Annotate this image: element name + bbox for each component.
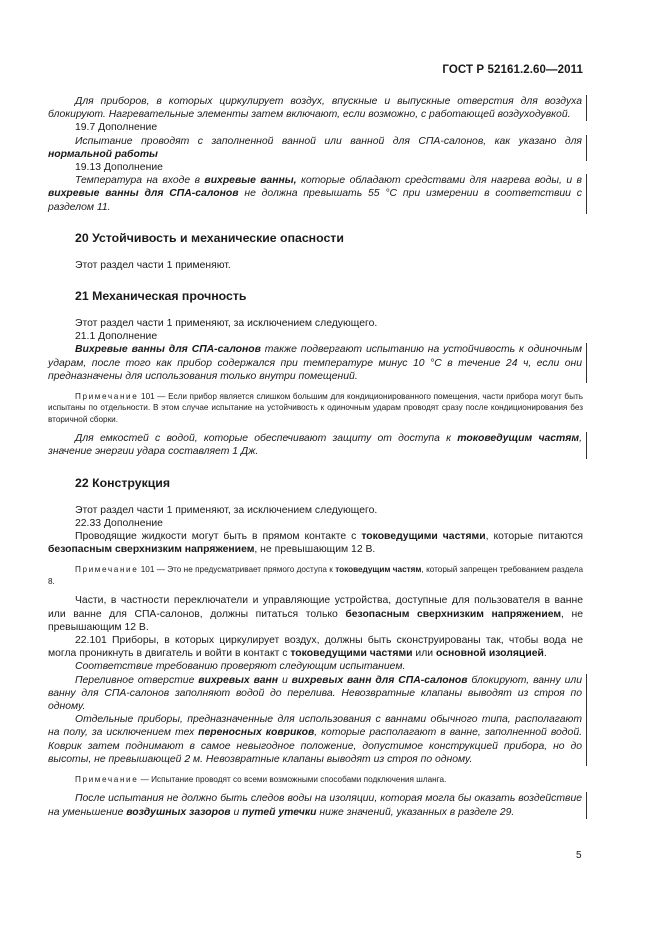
section-heading: 21 Механическая прочность [75,289,247,304]
paragraph: Этот раздел части 1 применяют, за исключением следующего. [75,318,378,330]
paragraph-label: 19.13 Дополнение [75,162,163,174]
paragraph: Части, в частности переключатели и управляющие устройства, доступные для пользователя в ванне или ванне для СПА-салонов, должны питаться только безопасным сверхнизким напряжением, не превышающим 12 В. [48,595,583,633]
paragraph: Температура на входе в вихревые ванны, которые обладают средствами для нагрева воды, и в вихревые ванны для СПА-салонов не должна превышать 55 °С при измерении в соответствии с разделом 11. [48,174,587,214]
paragraph: Соответствие требованию проверяют следующим испытанием. [75,661,406,673]
paragraph: Для приборов, в которых циркулирует воздух, впускные и выпускные отверстия для воздуха блокируют. Нагревательные элементы затем включают, если возможно, с работающей воздуходувкой. [48,95,587,121]
paragraph: Испытание проводят с заполненной ванной или ванной для СПА-салонов, как указано для нормальной работы [48,135,587,161]
document-header: ГОСТ Р 52161.2.60—2011 [442,64,583,76]
page-number: 5 [576,850,582,861]
paragraph: Проводящие жидкости могут быть в прямом контакте с токоведущими частями, которые питаются безопасным сверхнизким напряжением, не превышающим 12 В. [48,531,584,556]
section-heading: 20 Устойчивость и механические опасности [75,230,344,245]
paragraph: Этот раздел части 1 применяют. [75,259,231,271]
paragraph-label: 22.33 Дополнение [75,517,163,529]
section-heading: 22 Конструкция [75,475,171,490]
paragraph: Вихревые ванны для СПА-салонов также подвергают испытанию на устойчивость к одиночным ударам, после того как прибор содержался при температуре минус 10 °С в течение 24 ч, если они предназначены для использования только внутри помещений. [48,343,587,383]
note: Примечание 101 — Это не предусматривает прямого доступа к токоведущим частям, который запрещен требованием раздела 8. [48,565,584,586]
paragraph: 22.101 Приборы, в которых циркулирует воздух, должны быть сконструированы так, чтобы вода не могла проникнуть в двигатель и войти в контакт с токоведущими частями или основной изоляцией. [48,634,583,660]
note: Примечание — Испытание проводят со всеми возможными способами подключения шланга. [75,774,447,784]
paragraph: Для емкостей с водой, которые обеспечивают защиту от доступа к токоведущим частям, значение энергии удара составляет 1 Дж. [48,432,587,458]
document-body [48,95,583,819]
paragraph: Этот раздел части 1 применяют, за исключением следующего. [75,504,378,516]
paragraph-label: 21.1 Дополнение [75,331,158,343]
paragraph-label: 19.7 Дополнение [75,122,158,134]
paragraph: Отдельные приборы, предназначенные для использования с ваннами обычного типа, располагают на полу, за исключением тех переносных ковриков, которые располагают в ванне, заполненной водой. Коврик затем поднимают в самое невыгодное положение, допустимое конструкцией прибора, но до высоты, не превышающей 2 м. Невозвратные клапаны выводят из строя по одному. [48,713,587,766]
note: Примечание 101 — Если прибор является слишком большим для кондиционированного помещения, части прибора могут быть испытаны по отдельности. В этом случае испытание на устойчивость к одиночным ударам проводят сразу после кондиционирования без вторичной сборки. [48,392,583,424]
paragraph: Переливное отверстие вихревых ванн и вихревых ванн для СПА-салонов блокируют, ванну или ванну для СПА-салонов заполняют водой до перелива. Невозвратные клапаны выводят из строя по одному. [48,674,587,714]
paragraph: После испытания не должно быть следов воды на изоляции, которая могла бы оказать воздействие на уменьшение воздушных зазоров и путей утечки ниже значений, указанных в разделе 29. [48,792,587,818]
